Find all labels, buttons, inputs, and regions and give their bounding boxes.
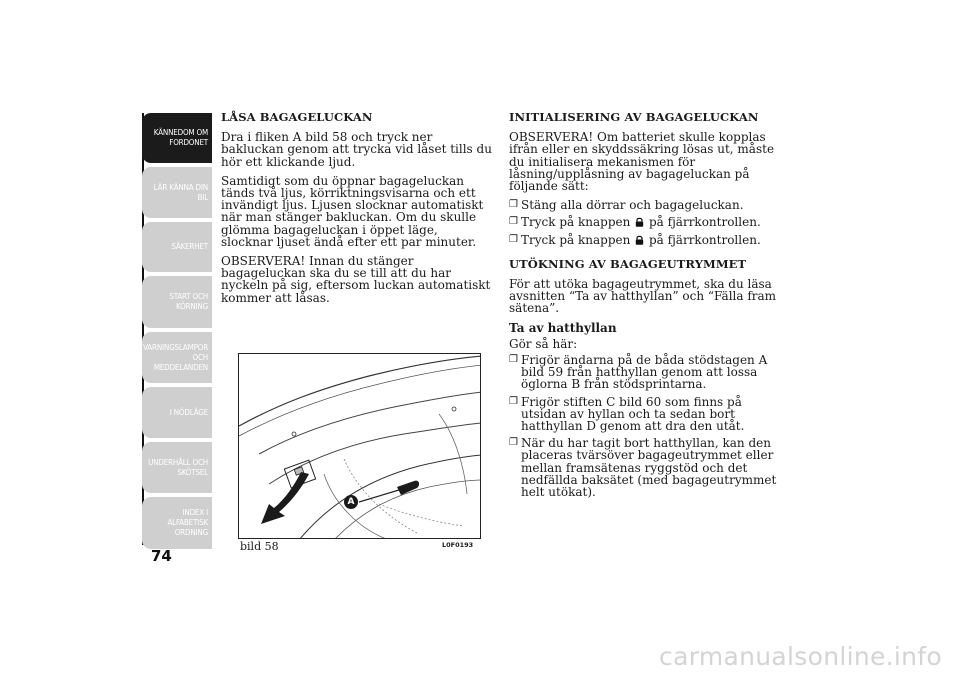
bullet-item [509,354,787,391]
bullet-text: När du har tagit bort hatthyllan, kan den placeras tvärsöver bagageutrymmet eller mellan framsätenas ryggstöd och det nedfällda baksätet (med bagageutrymmet helt utökat). [521,436,777,500]
paragraph: Samtidigt som du öppnar bagageluckan tänds två ljus, körriktningsvisarna och ett invändigt ljus. Ljusen slocknar automatiskt när man stänger bakluckan. Om du skulle glömma bagageluckan i öppet läge, slocknar ljuset ändå efter ett par minuter. [221,173,484,249]
tab-label-line: OCH [192,352,208,362]
tab-label-line: KÖRNING [175,302,208,311]
tab-kannedom-om-fordonet[interactable] [142,113,212,163]
tab-underhall-och-skotsel[interactable] [142,442,212,493]
bullet-text: Tryck på knappen [521,215,631,230]
figure-58 [238,353,481,539]
tab-label-line: FORDONET [169,138,208,147]
tab-i-nodlage[interactable] [142,387,212,438]
right-column [509,111,787,503]
left-column [221,111,493,311]
subsection-heading: Ta av hatthyllan [509,320,617,335]
paragraph: Gör så här: [509,336,578,351]
tab-lar-kanna-din-bil[interactable] [142,167,212,218]
figure-caption: bild 58 [240,540,279,553]
tab-sakerhet[interactable] [142,222,212,272]
tab-varningslampor-och-meddelanden[interactable] [142,332,212,383]
bullet-text: Stäng alla dörrar och bagageluckan. [521,198,744,213]
bullet-text: Frigör stiften C bild 60 som finns på utsidan av hyllan och ta sedan bort hatthyllan D genom att dra den utåt. [521,394,745,434]
tab-label-line: BIL [197,192,208,202]
callout-a: A [344,495,358,509]
section-heading: LÅSA BAGAGELUCKAN [221,110,373,124]
figure-code: L0F0193 [442,541,474,549]
section-heading: UTÖKNING AV BAGAGEUTRYMMET [509,256,747,271]
page-number: 74 [151,547,172,565]
bullet-text: Tryck på knappen [521,232,631,247]
tab-label-line: I NÖDLÄGE [169,407,208,417]
bullet-item [509,396,787,433]
tab-label-line: KÄNNEDOM OM [153,128,208,137]
bullet-item [509,437,787,498]
bullet-item [509,234,787,246]
tab-label-line: INDEX I [182,508,208,517]
bullet-text: Frigör ändarna på de båda stödstagen A bild 59 från hatthyllan genom att lossa öglorna B från stödsprintarna. [521,353,768,392]
bullet-text: på fjärrkontrollen. [648,232,761,247]
tab-label-line: LÄR KÄNNA DIN [153,182,208,192]
tab-label-line: SÄKERHET [171,242,208,251]
trunk-illustration [239,354,481,539]
tab-label-line: MEDDELANDEN [153,362,208,372]
paragraph: OBSERVERA! Innan du stänger bagageluckan ska du se till att du har nyckeln på sig, eftersom luckan automatiskt kommer att låsas. [221,254,491,305]
paragraph: Dra i fliken A bild 58 och tryck ner bakluckan genom att trycka vid låset tills du hör ett klickande ljud. [221,130,492,169]
tab-label-line: SKÖTSEL [177,467,208,477]
tab-label-line: ALFABETISK [167,518,208,527]
bullet-text: på fjärrkontrollen. [648,215,761,230]
tab-label-line: START OCH [169,292,208,301]
tab-label-line: UNDERHÅLL OCH [148,457,208,467]
lock-icon [635,235,644,245]
bullet-item [509,199,787,211]
bullet-item [509,216,787,228]
section-heading: INITIALISERING AV BAGAGELUCKAN [509,110,759,124]
tab-index-i-alfabetisk-ordning[interactable] [142,497,212,549]
lock-icon [635,217,644,227]
tab-label-line: ORDNING [174,528,208,537]
tab-label-line: VARNINGSLAMPOR [143,342,208,352]
watermark: carmanualsonline.info [659,642,942,671]
paragraph: OBSERVERA! Om batteriet skulle kopplas ifrån eller en skyddssäkring lösas ut, måste du initialisera mekanismen för låsning/upplåsning av bagageluckan på följande sätt: [509,130,775,194]
tab-start-och-korning[interactable] [142,276,212,328]
paragraph: För att utöka bagageutrymmet, ska du läsa avsnitten “Ta av hatthyllan” och “Fälla fram sätena”. [509,277,777,316]
